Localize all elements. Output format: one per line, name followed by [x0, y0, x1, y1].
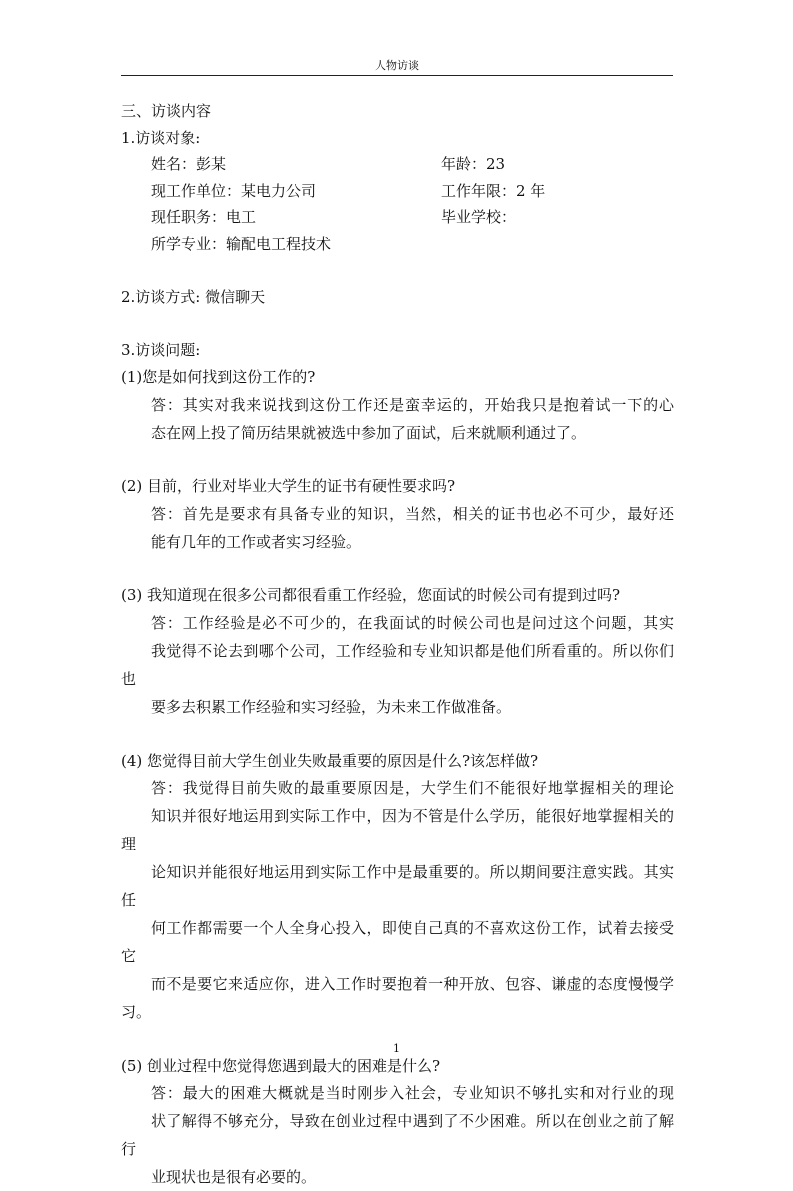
spacer: [121, 721, 674, 748]
subject-heading: 1.访谈对象:: [121, 128, 201, 147]
interview-method: 2.访谈方式: 微信聊天: [121, 288, 266, 307]
answer-line: 业现状也是很有必要的。: [151, 1168, 317, 1187]
answer-line: 而不是要它来适应你，进入工作时要抱着一种开放、包容、谦虚的态度慢慢学习。: [121, 975, 674, 1022]
info-row: [121, 231, 674, 258]
answer-line: 状了解得不够充分，导致在创业过程中遇到了不少困难。所以在创业之前了解行: [121, 1112, 674, 1159]
section-title: 三、访谈内容: [121, 102, 212, 120]
question-text: (3) 我知道现在很多公司都很看重工作经验，您面试的时候公司有提到过吗?: [121, 586, 621, 605]
question-text: (5) 创业过程中您觉得您遇到最大的困难是什么?: [121, 1056, 441, 1075]
answer-line: 答：其实对我来说找到这份工作还是蛮幸运的，开始我只是抱着试一下的心: [151, 395, 674, 414]
page-number: 1: [393, 1042, 400, 1055]
answer-paragraph: [121, 391, 674, 447]
answer-paragraph: [121, 1079, 674, 1191]
page-header-title: 人物访谈: [375, 59, 419, 72]
header-divider: [121, 75, 673, 76]
subject-age: 年龄：23: [441, 155, 506, 174]
spacer: [121, 447, 674, 474]
answer-line: 答：最大的困难大概就是当时刚步入社会，专业知识不够扎实和对行业的现: [151, 1084, 674, 1103]
document-body: [121, 98, 674, 1191]
spacer: [121, 311, 674, 338]
spacer: [121, 556, 674, 583]
answer-paragraph: [121, 500, 674, 556]
subject-employer: 现工作单位：某电力公司: [151, 181, 317, 200]
answer-line: 答：我觉得目前失败的最重要原因是，大学生们不能很好地掌握相关的理论: [151, 779, 674, 798]
subject-position: 现任职务：电工: [151, 208, 257, 227]
subject-name: 姓名：彭某: [151, 155, 227, 174]
answer-line: 何工作都需要一个人全身心投入，即使自己真的不喜欢这份工作，试着去接受它: [121, 919, 674, 966]
answer-paragraph: [121, 774, 674, 1026]
answer-line: 态在网上投了简历结果就被选中参加了面试，后来就顺利通过了。: [151, 423, 587, 442]
answer-paragraph: [121, 609, 674, 721]
spacer: [121, 258, 674, 285]
answer-line: 答：工作经验是必不可少的，在我面试的时候公司也是问过这个问题，其实: [151, 613, 674, 632]
answer-line: 论知识并能很好地运用到实际工作中是最重要的。所以期间要注意实践。其实任: [121, 863, 674, 910]
answer-line: 要多去积累工作经验和实习经验，为未来工作做准备。: [151, 697, 512, 716]
subject-major: 所学专业：输配电工程技术: [151, 234, 332, 253]
info-row: [121, 151, 674, 178]
info-row: [121, 178, 674, 205]
subject-school: 毕业学校：: [441, 208, 517, 227]
answer-line: 能有几年的工作或者实习经验。: [151, 532, 362, 551]
question-text: (1)您是如何找到这份工作的?: [121, 367, 316, 386]
question-text: (2) 目前，行业对毕业大学生的证书有硬性要求吗?: [121, 477, 456, 496]
answer-line: 知识并很好地运用到实际工作中，因为不管是什么学历，能很好地掌握相关的理: [121, 807, 674, 854]
questions-heading: 3.访谈问题:: [121, 341, 201, 360]
question-text: (4) 您觉得目前大学生创业失败最重要的原因是什么?该怎样做?: [121, 751, 539, 770]
info-row: [121, 204, 674, 231]
subject-years: 工作年限：2 年: [441, 181, 546, 200]
answer-line: 答：首先是要求有具备专业的知识，当然，相关的证书也必不可少，最好还: [151, 504, 674, 523]
answer-line: 我觉得不论去到哪个公司，工作经验和专业知识都是他们所看重的。所以你们也: [121, 641, 674, 688]
